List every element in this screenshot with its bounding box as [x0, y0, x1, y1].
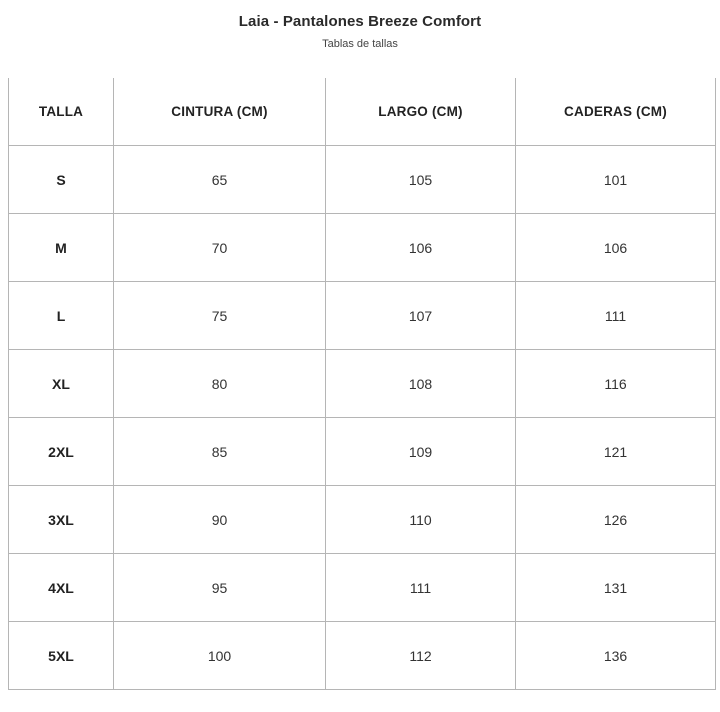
table-row [9, 282, 716, 350]
column-header-hips: CADERAS (CM) [516, 78, 716, 146]
length-cell: 111 [326, 554, 516, 622]
page-subtitle: Tablas de tallas [322, 38, 398, 50]
waist-cell: 80 [114, 350, 326, 418]
page-header [0, 12, 720, 52]
size-cell: 4XL [9, 554, 114, 622]
length-cell: 106 [326, 214, 516, 282]
size-cell: 5XL [9, 622, 114, 690]
table-row [9, 418, 716, 486]
waist-cell: 75 [114, 282, 326, 350]
size-chart-table [8, 78, 716, 690]
waist-cell: 70 [114, 214, 326, 282]
hips-cell: 111 [516, 282, 716, 350]
table-row [9, 146, 716, 214]
waist-cell: 65 [114, 146, 326, 214]
size-cell: XL [9, 350, 114, 418]
table-row [9, 554, 716, 622]
column-header-size: TALLA [9, 78, 114, 146]
length-cell: 112 [326, 622, 516, 690]
waist-cell: 90 [114, 486, 326, 554]
size-cell: S [9, 146, 114, 214]
length-cell: 107 [326, 282, 516, 350]
hips-cell: 136 [516, 622, 716, 690]
table-row [9, 350, 716, 418]
length-cell: 109 [326, 418, 516, 486]
column-header-waist: CINTURA (CM) [114, 78, 326, 146]
length-cell: 108 [326, 350, 516, 418]
size-cell: 3XL [9, 486, 114, 554]
table-header-row [9, 78, 716, 146]
hips-cell: 101 [516, 146, 716, 214]
page-title: Laia - Pantalones Breeze Comfort [238, 13, 482, 30]
table-row [9, 486, 716, 554]
table-row [9, 622, 716, 690]
column-header-length: LARGO (CM) [326, 78, 516, 146]
waist-cell: 100 [114, 622, 326, 690]
hips-cell: 126 [516, 486, 716, 554]
hips-cell: 121 [516, 418, 716, 486]
size-cell: M [9, 214, 114, 282]
hips-cell: 116 [516, 350, 716, 418]
hips-cell: 106 [516, 214, 716, 282]
waist-cell: 95 [114, 554, 326, 622]
table-row [9, 214, 716, 282]
waist-cell: 85 [114, 418, 326, 486]
length-cell: 110 [326, 486, 516, 554]
size-cell: L [9, 282, 114, 350]
length-cell: 105 [326, 146, 516, 214]
size-cell: 2XL [9, 418, 114, 486]
hips-cell: 131 [516, 554, 716, 622]
